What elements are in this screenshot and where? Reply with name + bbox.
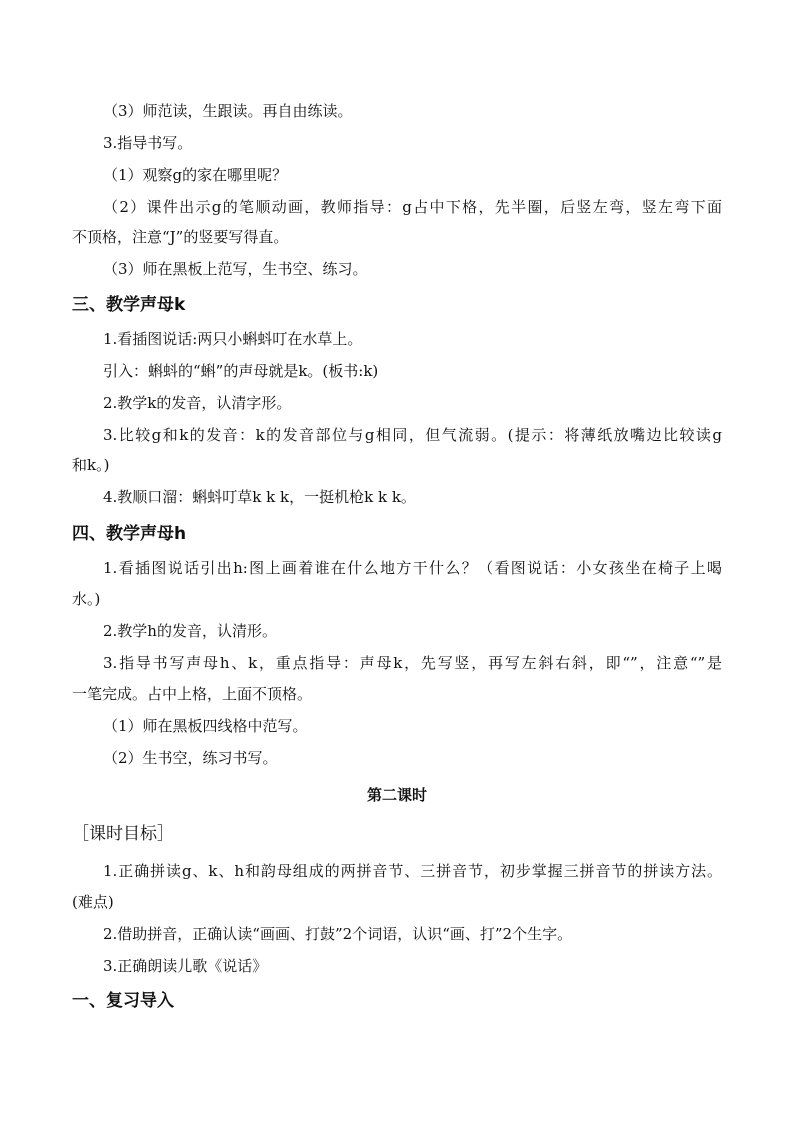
text-line: 2.教学k的发音，认清字形。 <box>103 394 292 412</box>
text-line: 3.指导书写声母h、k，重点指导：声母k，先写竖，再写左斜右斜，即“”，注意“”是 <box>103 654 722 672</box>
text-line: （2）生书空，练习书写。 <box>103 749 278 767</box>
text-line: (难点) <box>72 893 114 911</box>
section-heading-h: 四、教学声母h <box>72 524 187 544</box>
text-line: 一笔完成。占中上格，上面不顶格。 <box>72 685 313 703</box>
text-line: 2.教学h的发音，认清形。 <box>103 622 277 640</box>
section-heading-k: 三、教学声母k <box>72 295 186 315</box>
text-line: 3.正确朗读儿歌《说话》 <box>103 957 268 975</box>
goals-heading: ［课时目标］ <box>72 824 174 844</box>
section-heading-review: 一、复习导入 <box>72 991 174 1011</box>
text-line: （2）课件出示g的笔顺动画，教师指导：g占中下格，先半圈，后竖左弯，竖左弯下面 <box>103 198 722 216</box>
text-line: 不顶格，注意“J”的竖要写得直。 <box>72 228 289 246</box>
text-line: 4.教顺口溜：蝌蚪叮草k k k，一挺机枪k k k。 <box>103 488 416 506</box>
text-line: （3）师范读，生跟读。再自由练读。 <box>103 102 353 120</box>
text-line: 1.正确拼读g、k、h和韵母组成的两拼音节、三拼音节，初步掌握三拼音节的拼读方法。 <box>103 862 722 880</box>
text-line: 3.指导书写。 <box>103 134 193 152</box>
text-line: （1）师在黑板四线格中范写。 <box>103 717 308 735</box>
text-line: 水。) <box>72 590 101 608</box>
lesson-title: 第二课时 <box>366 786 427 804</box>
text-line: 1.看插图说话引出h:图上画着谁在什么地方干什么？（看图说话：小女孩坐在椅子上喝 <box>103 559 722 577</box>
text-line: 引入：蝌蚪的“蝌”的声母就是k。(板书:k) <box>103 362 379 380</box>
text-line: 和k。) <box>72 456 110 474</box>
text-line: （1）观察g的家在哪里呢？ <box>103 166 288 184</box>
text-line: 3.比较g和k的发音：k的发音部位与g相同，但气流弱。(提示：将薄纸放嘴边比较读g <box>103 426 722 444</box>
text-line: （3）师在黑板上范写，生书空、练习。 <box>103 260 368 278</box>
text-line: 2.借助拼音，正确认读“画画、打鼓”2个词语，认识“画、打”2个生字。 <box>103 925 573 943</box>
text-line: 1.看插图说话:两只小蝌蚪叮在水草上。 <box>103 330 363 348</box>
